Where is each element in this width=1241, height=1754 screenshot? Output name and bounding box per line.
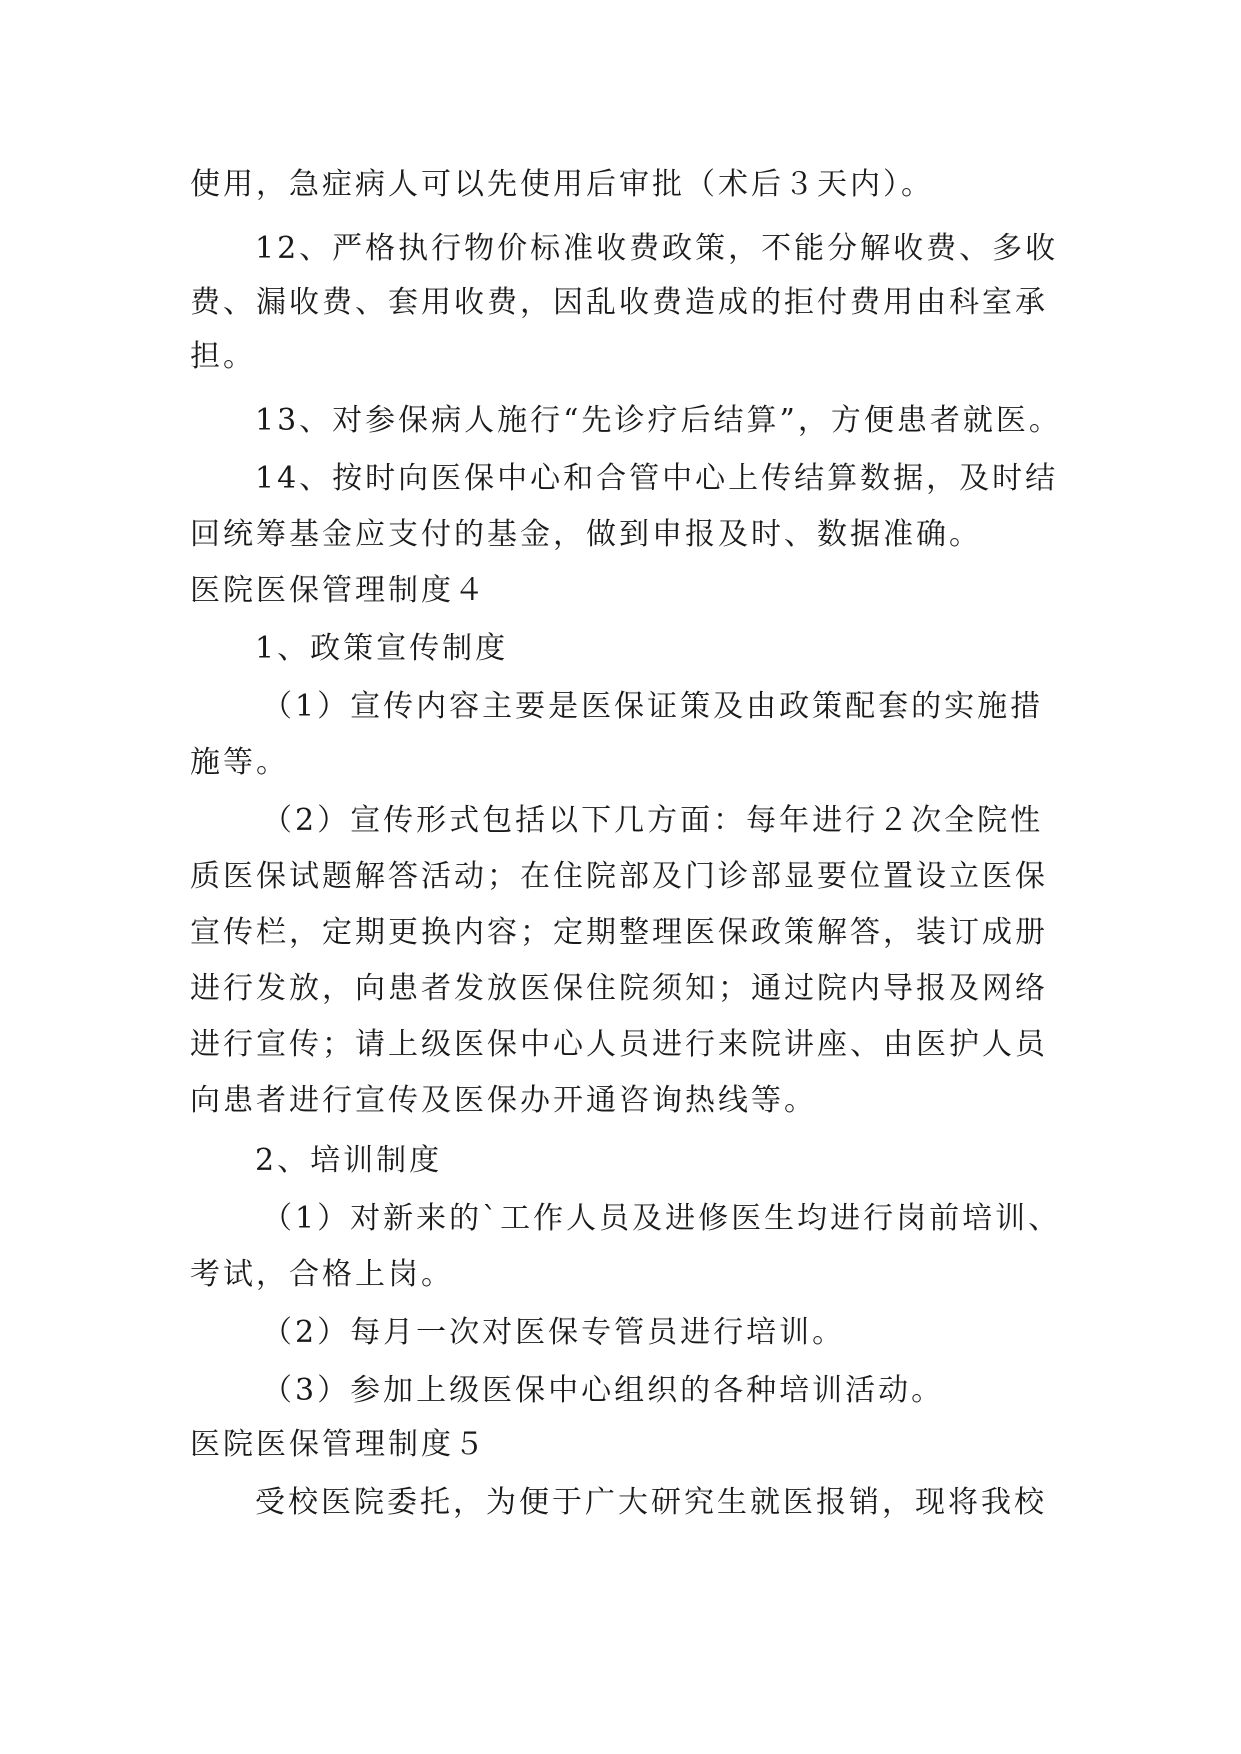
paragraph-line: 13、对参保病人施行“先诊疗后结算”，方便患者就医。 [255,403,1062,438]
paragraph-line: （1）宣传内容主要是医保证策及由政策配套的实施措 [262,689,1044,724]
paragraph-line: 进行宣传；请上级医保中心人员进行来院讲座、由医护人员 [190,1027,1048,1062]
paragraph-line: 施等。 [190,745,289,780]
paragraph-line: 进行发放，向患者发放医保住院须知；通过院内导报及网络 [190,971,1048,1006]
paragraph-line: 向患者进行宣传及医保办开通咨询热线等。 [190,1083,817,1118]
section-heading: 医院医保管理制度４ [190,573,487,608]
paragraph-line: 使用，急症病人可以先使用后审批（术后３天内）。 [190,167,934,202]
paragraph-line: 宣传栏，定期更换内容；定期整理医保政策解答，装订成册 [190,915,1048,950]
subsection-heading: 1、政策宣传制度 [255,631,509,666]
paragraph-line: 回统筹基金应支付的基金，做到申报及时、数据准确。 [190,517,982,552]
paragraph-line: 12、严格执行物价标准收费政策，不能分解收费、多收 [255,231,1059,266]
paragraph-line: 考试，合格上岗。 [190,1257,454,1292]
paragraph-line: 费、漏收费、套用收费，因乱收费造成的拒付费用由科室承 [190,285,1048,320]
paragraph-line: 受校医院委托，为便于广大研究生就医报销，现将我校 [255,1485,1047,1520]
paragraph-line: （1）对新来的`工作人员及进修医生均进行岗前培训、 [262,1201,1062,1236]
paragraph-line: （2）每月一次对医保专管员进行培训。 [262,1315,846,1350]
section-heading: 医院医保管理制度５ [190,1427,487,1462]
paragraph-line: 担。 [190,339,256,374]
paragraph-line: （2）宣传形式包括以下几方面：每年进行２次全院性 [262,803,1044,838]
paragraph-line: （3）参加上级医保中心组织的各种培训活动。 [262,1373,945,1408]
paragraph-line: 14、按时向医保中心和合管中心上传结算数据，及时结 [255,461,1059,496]
paragraph-line: 质医保试题解答活动；在住院部及门诊部显要位置设立医保 [190,859,1048,894]
subsection-heading: 2、培训制度 [255,1143,443,1178]
